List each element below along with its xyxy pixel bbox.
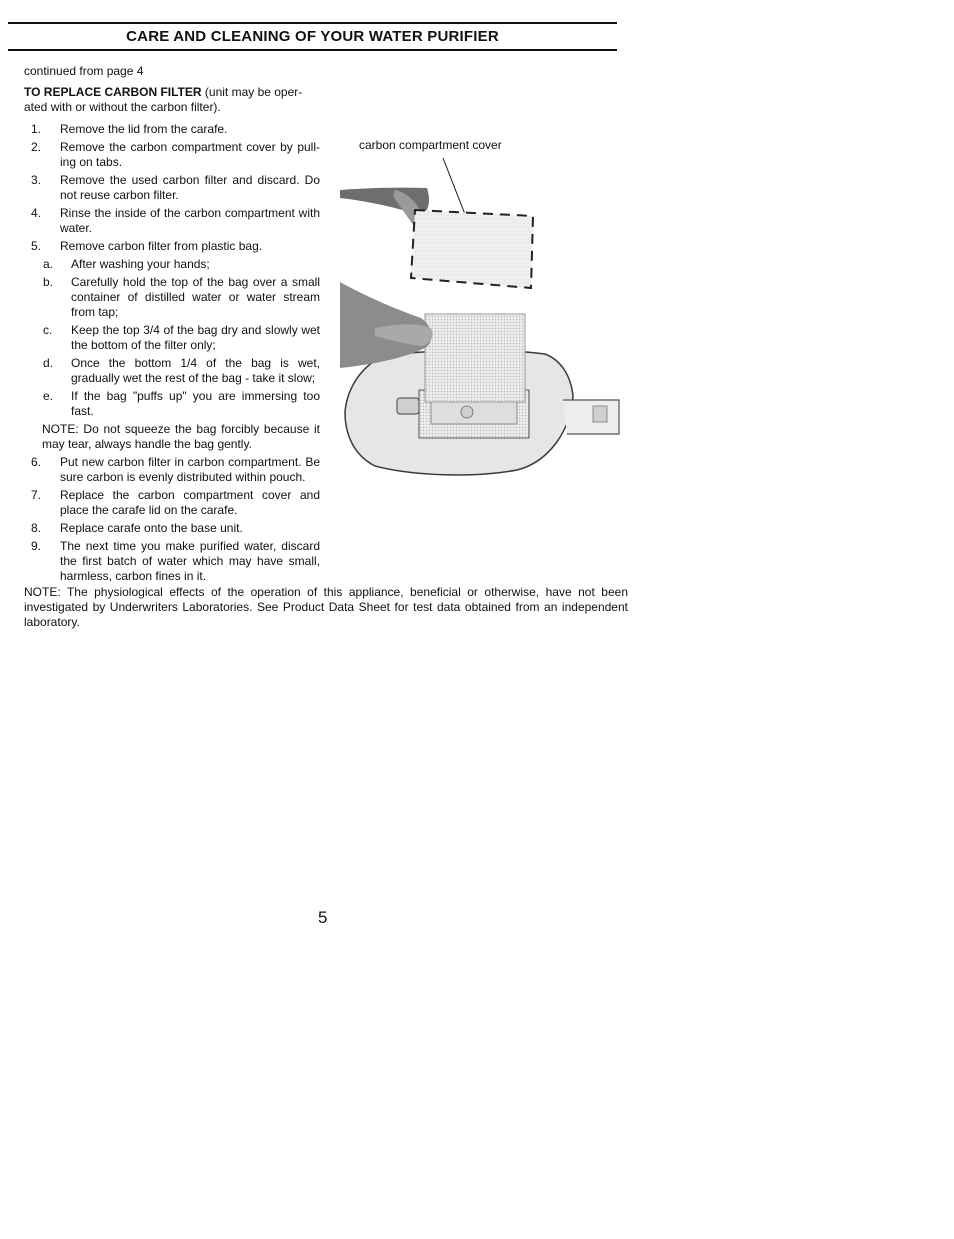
substep-letter: d. <box>43 356 54 370</box>
list-item <box>24 455 320 485</box>
inline-note: NOTE: Do not squeeze the bag forcibly because it may tear, always handle the bag gently. <box>42 422 320 451</box>
step-text: Remove the used carbon filter and discard. Do not reuse carbon filter. <box>60 173 320 202</box>
list-item <box>24 488 320 518</box>
step-text: Put new carbon filter in carbon compartment. Be sure carbon is evenly distributed within pouch. <box>60 455 320 484</box>
step-number: 2. <box>31 140 42 154</box>
substep-text: Keep the top 3/4 of the bag dry and slowly wet the bottom of the filter only; <box>71 323 320 352</box>
sub-list-item <box>24 257 320 272</box>
list-item <box>24 239 320 254</box>
title-bottom-rule <box>8 49 617 51</box>
substep-text: Carefully hold the top of the bag over a small container of distilled water or water stream from tap; <box>71 275 320 319</box>
sub-list-item <box>24 356 320 386</box>
compartment-cover <box>411 210 533 288</box>
sub-list-item <box>24 389 320 419</box>
step-number: 9. <box>31 539 42 553</box>
step-number: 7. <box>31 488 42 502</box>
substep-text: Once the bottom 1/4 of the bag is wet, gradually wet the rest of the bag - take it slow; <box>71 356 320 385</box>
carbon-compartment-illustration <box>335 150 625 480</box>
page-number: 5 <box>318 908 328 927</box>
step-text: Remove the lid from the carafe. <box>60 122 228 136</box>
section-intro <box>24 85 322 115</box>
section-heading: TO REPLACE CARBON FILTER <box>24 85 202 99</box>
substep-letter: b. <box>43 275 54 289</box>
list-item <box>24 539 320 584</box>
substep-letter: e. <box>43 389 54 403</box>
continued-note: continued from page 4 <box>24 64 144 78</box>
step-number: 4. <box>31 206 42 220</box>
step-number: 3. <box>31 173 42 187</box>
step-number: 8. <box>31 521 42 535</box>
step-text: Remove the carbon compartment cover by pull-ing on tabs. <box>60 140 320 169</box>
section-intro-text: (unit may be oper-ated with or without the carbon filter). <box>24 85 303 114</box>
step-number: 6. <box>31 455 42 469</box>
steps-list <box>24 122 320 587</box>
sub-list-item <box>24 275 320 320</box>
list-item <box>24 122 320 137</box>
substep-text: After washing your hands; <box>71 257 210 271</box>
step-text: Replace the carbon compartment cover and place the carafe lid on the carafe. <box>60 488 320 517</box>
substep-letter: c. <box>43 323 53 337</box>
step-text: Rinse the inside of the carbon compartment with water. <box>60 206 320 235</box>
substep-letter: a. <box>43 257 54 271</box>
list-item <box>24 140 320 170</box>
page-title: CARE AND CLEANING OF YOUR WATER PURIFIER <box>126 28 499 45</box>
sub-list-item <box>24 323 320 353</box>
step-text: The next time you make purified water, discard the first batch of water which may have small, harmless, carbon fines in it. <box>60 539 320 583</box>
step-number: 5. <box>31 239 42 253</box>
bottom-note: NOTE: The physiological effects of the operation of this appliance, beneficial or otherwise, have not been investigated by Underwriters Laboratories. See Product Data Sheet for test data obtained from an independent laboratory. <box>24 585 628 629</box>
substep-text: If the bag "puffs up" you are immersing too fast. <box>71 389 320 418</box>
figure-caption: carbon compartment cover <box>359 138 502 152</box>
title-top-rule <box>8 22 617 24</box>
step-text: Remove carbon filter from plastic bag. <box>60 239 263 253</box>
step-text: Replace carafe onto the base unit. <box>60 521 243 535</box>
list-item <box>24 173 320 203</box>
step-number: 1. <box>31 122 42 136</box>
list-item <box>24 206 320 236</box>
list-item <box>24 521 320 536</box>
